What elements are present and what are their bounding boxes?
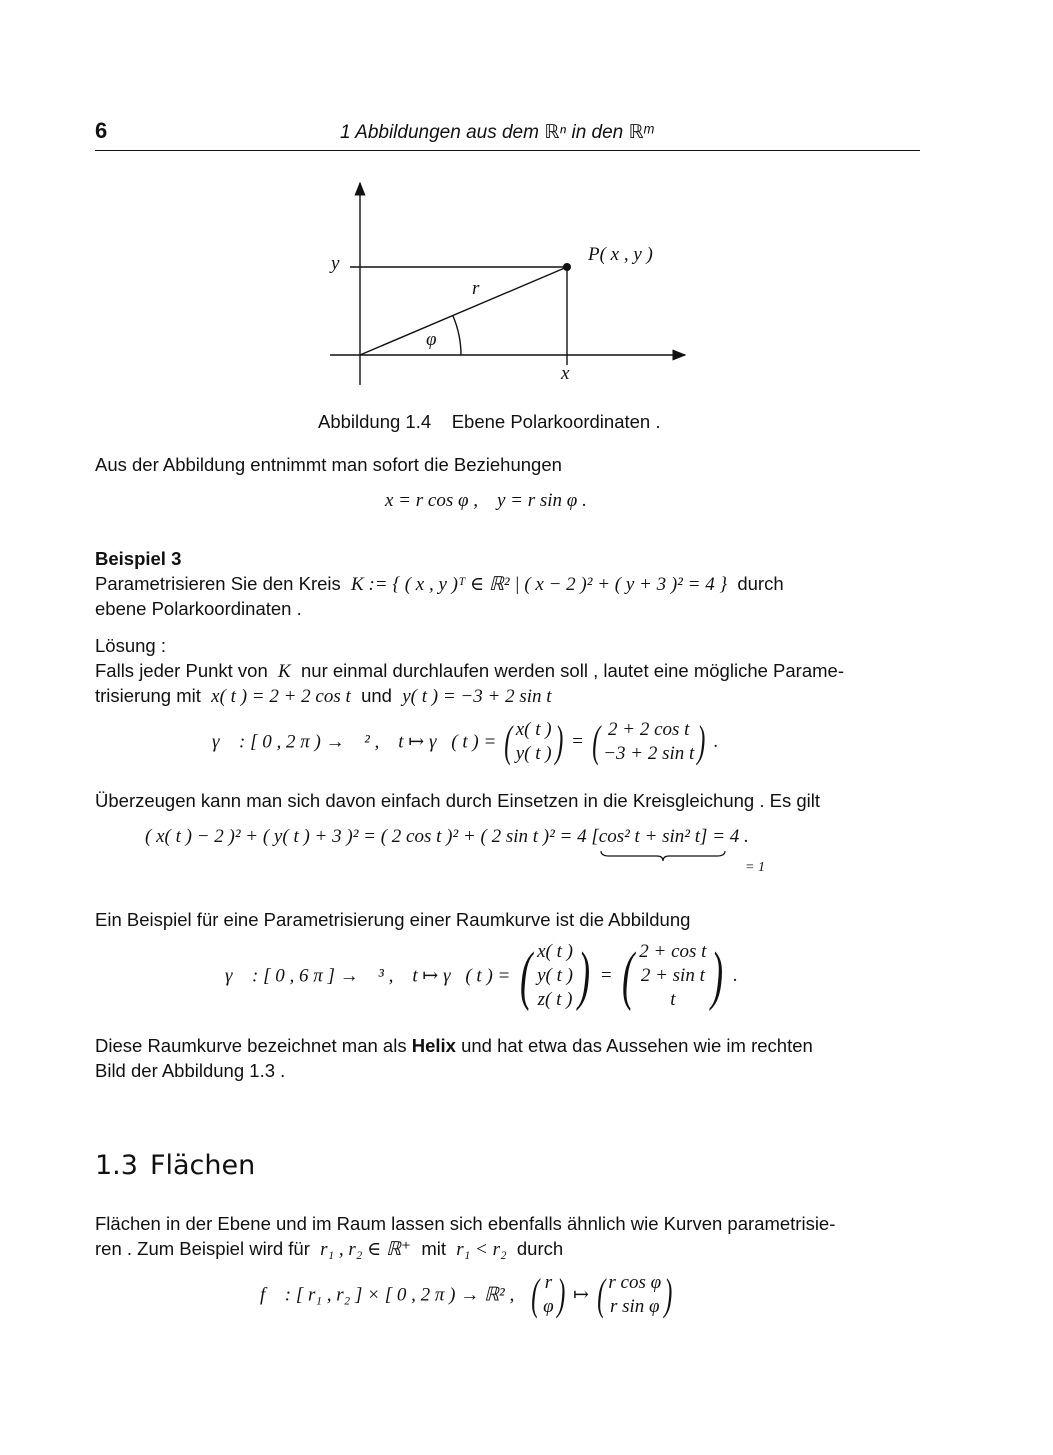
angle-arc [453,316,461,355]
point-p [563,263,571,271]
equation-circle-check: ( x( t ) − 2 )² + ( y( t ) + 3 )² = ( 2 cos t )² + ( 2 sin t )² = 4 [cos² t + sin² t ] = 4 . [145,826,749,848]
equation-surface: f⃗ : [ r₁ , r₂ ] × [ 0 , 2 π ) → ℝ² , ( r φ) ↦ ( r cos φ r sin φ ) [260,1270,673,1319]
header-rule [95,150,920,151]
underbrace-label: = 1 [745,860,765,875]
solution-label: Lösung : [95,635,166,656]
label-point-p: P( x , y ) [588,244,653,265]
section-number: 1.3 [95,1150,138,1181]
example-text-line2: ebene Polarkoordinaten . [95,598,302,619]
paragraph-verification: Überzeugen kann man sich davon einfach durch Einsetzen in die Kreisgleichung . Es gilt [95,790,821,811]
paragraph-helix: Diese Raumkurve bezeichnet man als Helix und hat etwa das Aussehen wie im rechten [95,1035,813,1056]
paragraph-space-curve: Ein Beispiel für eine Parametrisierung einer Raumkurve ist die Abbildung [95,909,691,930]
solution-line2: trisierung mit x( t ) = 2 + 2 cos t und y( t ) = −3 + 2 sin t [95,685,552,707]
equation-polar: x = r cos φ , y = r sin φ . [385,490,587,511]
figure-caption: Abbildung 1.4 Ebene Polarkoordinaten . [318,411,661,432]
section-heading [95,1150,255,1181]
solution-line1: Falls jeder Punkt von K nur einmal durchlaufen werden soll , lautet eine mögliche Parame- [95,660,844,682]
example-text-line1: Parametrisieren Sie den Kreis K := { ( x , y )ᵀ ∈ ℝ² | ( x − 2 )² + ( y + 3 )² = 4 } durch [95,573,784,595]
circle-set: K := { ( x , y )ᵀ ∈ ℝ² | ( x − 2 )² + ( y + 3 )² = 4 } [351,574,728,595]
example-title: Beispiel 3 [95,548,182,569]
equation-helix: γ⃗ : [ 0 , 6 π ] → ℝ³ , t ↦ γ⃗( t ) = ( x( t ) y( t ) z( t )) = ( 2 + cos t 2 + sin t t ) . [225,939,738,1012]
helix-term: Helix [411,1035,456,1056]
label-r: r [472,278,480,299]
polar-coordinates-figure [320,175,700,395]
section-paragraph-line2: ren . Zum Beispiel wird für r₁ , r₂ ∈ ℝ⁺ mit r₁ < r₂ durch [95,1238,564,1260]
equation-circle-param: γ⃗ : [ 0 , 2 π ) → ℝ² , t ↦ γ⃗( t ) = ( x( t ) y( t )) = ( 2 + 2 cos t −3 + 2 sin t) . [212,717,719,766]
paragraph-relations: Aus der Abbildung entnimmt man sofort die Beziehungen [95,454,562,475]
section-title: Flächen [149,1150,256,1181]
paragraph-helix-line2: Bild der Abbildung 1.3 . [95,1060,286,1081]
label-x: x [561,363,570,384]
section-paragraph-line1: Flächen in der Ebene und im Raum lassen sich ebenfalls ähnlich wie Kurven parametrisie- [95,1213,836,1234]
label-phi: φ [426,329,437,350]
label-y: y [331,253,340,274]
running-title: 1 Abbildungen aus dem ℝⁿ in den ℝᵐ [340,122,654,143]
radius-line [360,267,567,355]
page-number: 6 [95,118,108,143]
underbrace [599,850,727,862]
